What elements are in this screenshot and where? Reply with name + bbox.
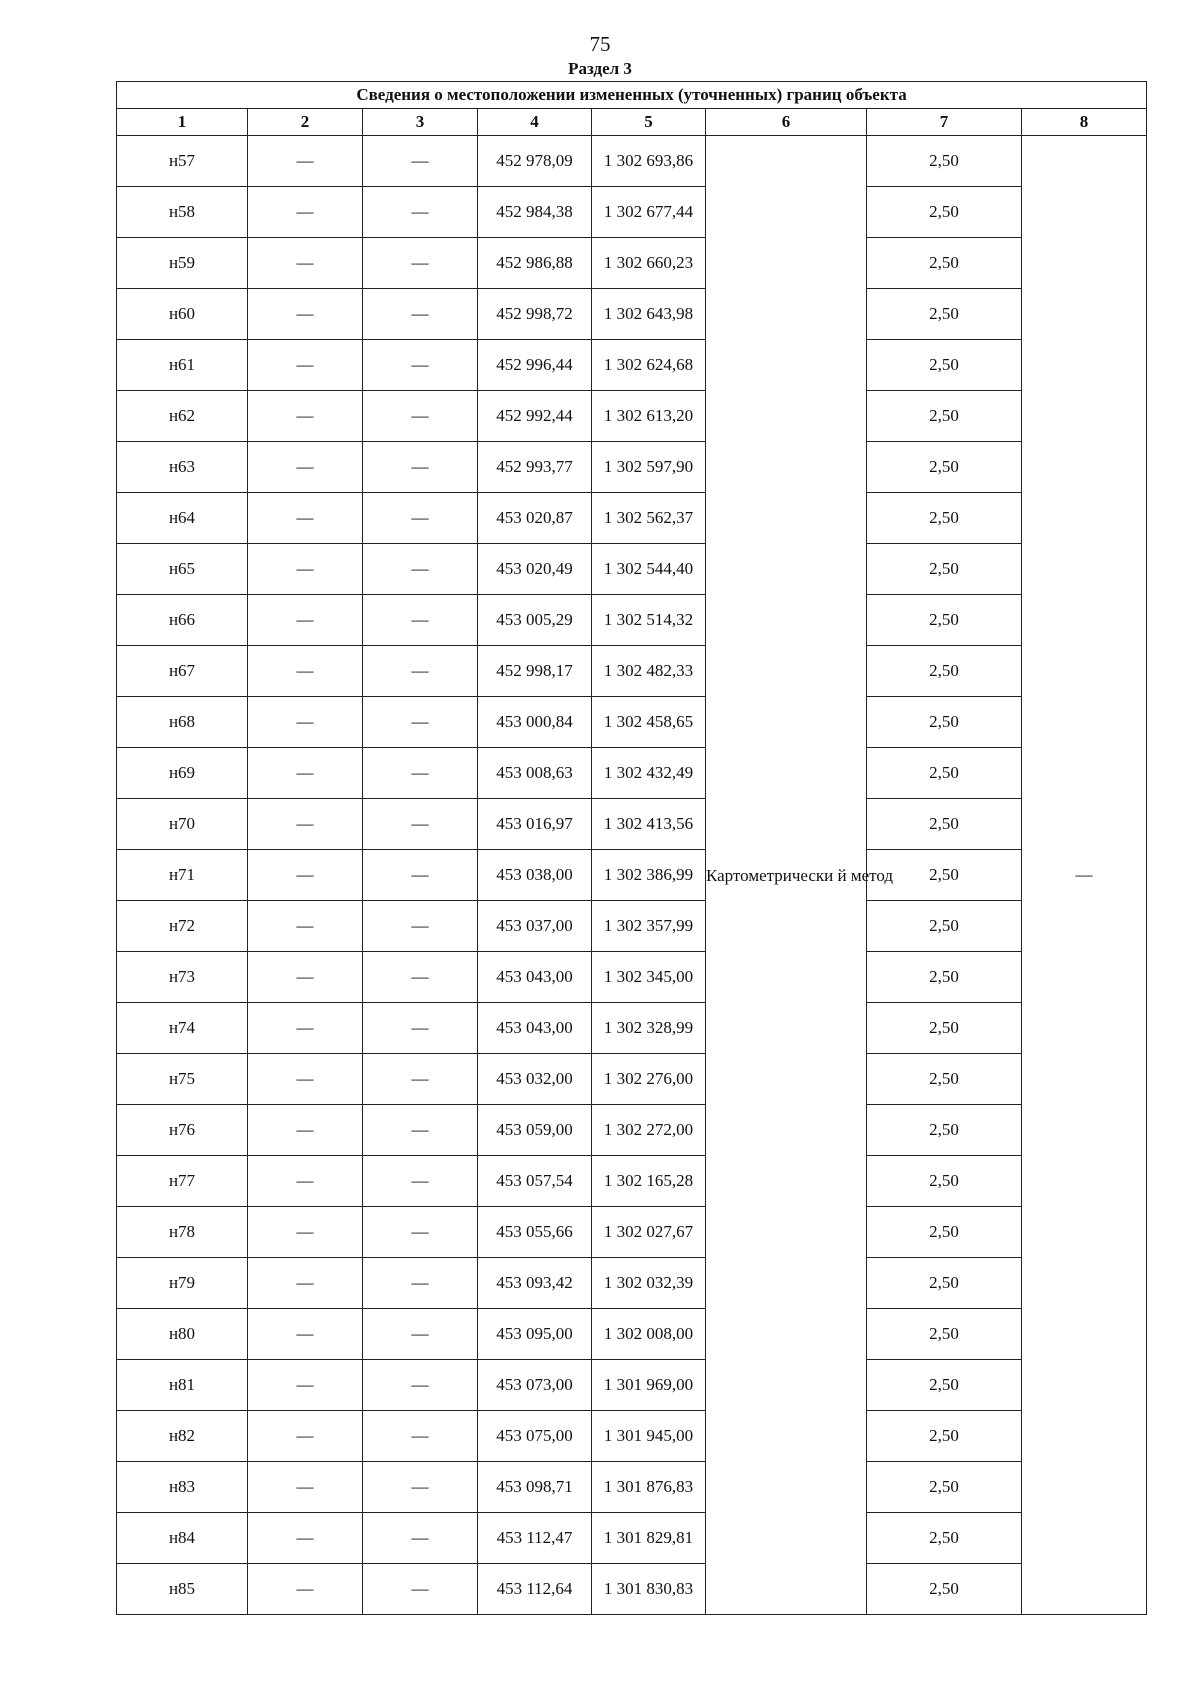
x-coordinate-cell: 453 020,87 bbox=[478, 493, 592, 544]
point-number-cell: н71 bbox=[117, 850, 248, 901]
dash-cell: — bbox=[248, 1156, 363, 1207]
point-number-cell: н57 bbox=[117, 136, 248, 187]
accuracy-cell: 2,50 bbox=[867, 238, 1022, 289]
x-coordinate-cell: 452 986,88 bbox=[478, 238, 592, 289]
accuracy-cell: 2,50 bbox=[867, 442, 1022, 493]
dash-cell: — bbox=[363, 544, 478, 595]
x-coordinate-cell: 453 075,00 bbox=[478, 1411, 592, 1462]
column-number-header: 6 bbox=[706, 109, 867, 136]
y-coordinate-cell: 1 302 677,44 bbox=[592, 187, 706, 238]
dash-cell: — bbox=[248, 136, 363, 187]
dash-cell: — bbox=[248, 697, 363, 748]
x-coordinate-cell: 453 032,00 bbox=[478, 1054, 592, 1105]
table-row bbox=[117, 1360, 1147, 1411]
dash-cell: — bbox=[248, 1258, 363, 1309]
accuracy-cell: 2,50 bbox=[867, 1003, 1022, 1054]
table-row bbox=[117, 901, 1147, 952]
x-coordinate-cell: 453 008,63 bbox=[478, 748, 592, 799]
x-coordinate-cell: 453 059,00 bbox=[478, 1105, 592, 1156]
dash-cell: — bbox=[363, 748, 478, 799]
dash-cell: — bbox=[363, 697, 478, 748]
y-coordinate-cell: 1 302 328,99 bbox=[592, 1003, 706, 1054]
x-coordinate-cell: 452 984,38 bbox=[478, 187, 592, 238]
y-coordinate-cell: 1 301 876,83 bbox=[592, 1462, 706, 1513]
point-number-cell: н69 bbox=[117, 748, 248, 799]
table-row bbox=[117, 1309, 1147, 1360]
dash-cell: — bbox=[363, 1360, 478, 1411]
dash-cell: — bbox=[248, 1513, 363, 1564]
point-number-cell: н75 bbox=[117, 1054, 248, 1105]
dash-cell: — bbox=[248, 1309, 363, 1360]
accuracy-cell: 2,50 bbox=[867, 1156, 1022, 1207]
dash-cell: — bbox=[248, 442, 363, 493]
column-number-header: 2 bbox=[248, 109, 363, 136]
table-row bbox=[117, 442, 1147, 493]
dash-cell: — bbox=[248, 187, 363, 238]
y-coordinate-cell: 1 302 613,20 bbox=[592, 391, 706, 442]
table-row bbox=[117, 1411, 1147, 1462]
point-number-cell: н62 bbox=[117, 391, 248, 442]
x-coordinate-cell: 452 998,72 bbox=[478, 289, 592, 340]
point-number-cell: н64 bbox=[117, 493, 248, 544]
accuracy-cell: 2,50 bbox=[867, 850, 1022, 901]
point-number-cell: н63 bbox=[117, 442, 248, 493]
table-row bbox=[117, 1462, 1147, 1513]
dash-cell: — bbox=[363, 646, 478, 697]
dash-cell: — bbox=[363, 493, 478, 544]
dash-cell: — bbox=[363, 952, 478, 1003]
table-row bbox=[117, 748, 1147, 799]
y-coordinate-cell: 1 302 544,40 bbox=[592, 544, 706, 595]
dash-cell: — bbox=[363, 187, 478, 238]
accuracy-cell: 2,50 bbox=[867, 646, 1022, 697]
accuracy-cell: 2,50 bbox=[867, 493, 1022, 544]
accuracy-cell: 2,50 bbox=[867, 136, 1022, 187]
point-number-cell: н81 bbox=[117, 1360, 248, 1411]
dash-cell: — bbox=[363, 1054, 478, 1105]
point-number-cell: н78 bbox=[117, 1207, 248, 1258]
accuracy-cell: 2,50 bbox=[867, 901, 1022, 952]
dash-cell: — bbox=[248, 1462, 363, 1513]
y-coordinate-cell: 1 302 597,90 bbox=[592, 442, 706, 493]
column-number-header: 8 bbox=[1022, 109, 1147, 136]
point-number-cell: н80 bbox=[117, 1309, 248, 1360]
point-number-cell: н77 bbox=[117, 1156, 248, 1207]
accuracy-cell: 2,50 bbox=[867, 187, 1022, 238]
x-coordinate-cell: 453 112,47 bbox=[478, 1513, 592, 1564]
x-coordinate-cell: 453 000,84 bbox=[478, 697, 592, 748]
y-coordinate-cell: 1 301 969,00 bbox=[592, 1360, 706, 1411]
dash-cell: — bbox=[248, 340, 363, 391]
table-row bbox=[117, 595, 1147, 646]
point-number-cell: н73 bbox=[117, 952, 248, 1003]
dash-cell: — bbox=[248, 238, 363, 289]
dash-cell: — bbox=[363, 1564, 478, 1615]
accuracy-cell: 2,50 bbox=[867, 1564, 1022, 1615]
y-coordinate-cell: 1 302 458,65 bbox=[592, 697, 706, 748]
dash-cell: — bbox=[248, 595, 363, 646]
x-coordinate-cell: 452 996,44 bbox=[478, 340, 592, 391]
table-row bbox=[117, 1156, 1147, 1207]
column-8-cell: — bbox=[1022, 136, 1147, 1615]
point-number-cell: н58 bbox=[117, 187, 248, 238]
accuracy-cell: 2,50 bbox=[867, 1462, 1022, 1513]
table-caption: Сведения о местоположении измененных (уточненных) границ объекта bbox=[117, 82, 1147, 109]
x-coordinate-cell: 453 043,00 bbox=[478, 1003, 592, 1054]
point-number-cell: н76 bbox=[117, 1105, 248, 1156]
accuracy-cell: 2,50 bbox=[867, 1258, 1022, 1309]
dash-cell: — bbox=[248, 799, 363, 850]
dash-cell: — bbox=[363, 391, 478, 442]
dash-cell: — bbox=[363, 1105, 478, 1156]
section-title: Раздел 3 bbox=[568, 59, 632, 78]
dash-cell: — bbox=[363, 1513, 478, 1564]
table-row bbox=[117, 1003, 1147, 1054]
x-coordinate-cell: 452 998,17 bbox=[478, 646, 592, 697]
accuracy-cell: 2,50 bbox=[867, 1054, 1022, 1105]
x-coordinate-cell: 453 020,49 bbox=[478, 544, 592, 595]
dash-cell: — bbox=[363, 901, 478, 952]
y-coordinate-cell: 1 302 272,00 bbox=[592, 1105, 706, 1156]
table-row bbox=[117, 340, 1147, 391]
x-coordinate-cell: 453 098,71 bbox=[478, 1462, 592, 1513]
dash-cell: — bbox=[363, 850, 478, 901]
point-number-cell: н83 bbox=[117, 1462, 248, 1513]
dash-cell: — bbox=[248, 1411, 363, 1462]
column-number-row bbox=[117, 109, 1147, 136]
y-coordinate-cell: 1 302 432,49 bbox=[592, 748, 706, 799]
method-cell: Картометрически й метод bbox=[706, 136, 867, 1615]
column-number-header: 5 bbox=[592, 109, 706, 136]
y-coordinate-cell: 1 302 413,56 bbox=[592, 799, 706, 850]
table-row bbox=[117, 136, 1147, 187]
dash-cell: — bbox=[363, 1258, 478, 1309]
point-number-cell: н70 bbox=[117, 799, 248, 850]
dash-cell: — bbox=[363, 1411, 478, 1462]
dash-cell: — bbox=[248, 289, 363, 340]
accuracy-cell: 2,50 bbox=[867, 289, 1022, 340]
x-coordinate-cell: 453 038,00 bbox=[478, 850, 592, 901]
point-number-cell: н72 bbox=[117, 901, 248, 952]
dash-cell: — bbox=[248, 1360, 363, 1411]
accuracy-cell: 2,50 bbox=[867, 544, 1022, 595]
y-coordinate-cell: 1 302 660,23 bbox=[592, 238, 706, 289]
y-coordinate-cell: 1 302 345,00 bbox=[592, 952, 706, 1003]
coordinates-table bbox=[116, 81, 1147, 1615]
point-number-cell: н65 bbox=[117, 544, 248, 595]
table-row bbox=[117, 493, 1147, 544]
x-coordinate-cell: 453 112,64 bbox=[478, 1564, 592, 1615]
table-row bbox=[117, 238, 1147, 289]
y-coordinate-cell: 1 302 643,98 bbox=[592, 289, 706, 340]
table-row bbox=[117, 1513, 1147, 1564]
y-coordinate-cell: 1 302 027,67 bbox=[592, 1207, 706, 1258]
accuracy-cell: 2,50 bbox=[867, 340, 1022, 391]
dash-cell: — bbox=[363, 1207, 478, 1258]
y-coordinate-cell: 1 302 482,33 bbox=[592, 646, 706, 697]
accuracy-cell: 2,50 bbox=[867, 1105, 1022, 1156]
dash-cell: — bbox=[363, 136, 478, 187]
accuracy-cell: 2,50 bbox=[867, 748, 1022, 799]
dash-cell: — bbox=[248, 748, 363, 799]
x-coordinate-cell: 453 093,42 bbox=[478, 1258, 592, 1309]
accuracy-cell: 2,50 bbox=[867, 595, 1022, 646]
table-body bbox=[117, 136, 1147, 1615]
accuracy-cell: 2,50 bbox=[867, 799, 1022, 850]
y-coordinate-cell: 1 302 032,39 bbox=[592, 1258, 706, 1309]
x-coordinate-cell: 453 005,29 bbox=[478, 595, 592, 646]
accuracy-cell: 2,50 bbox=[867, 1411, 1022, 1462]
column-number-header: 1 bbox=[117, 109, 248, 136]
point-number-cell: н67 bbox=[117, 646, 248, 697]
point-number-cell: н68 bbox=[117, 697, 248, 748]
x-coordinate-cell: 452 992,44 bbox=[478, 391, 592, 442]
x-coordinate-cell: 453 057,54 bbox=[478, 1156, 592, 1207]
table-row bbox=[117, 289, 1147, 340]
point-number-cell: н82 bbox=[117, 1411, 248, 1462]
accuracy-cell: 2,50 bbox=[867, 1513, 1022, 1564]
x-coordinate-cell: 452 978,09 bbox=[478, 136, 592, 187]
table-row bbox=[117, 646, 1147, 697]
dash-cell: — bbox=[248, 1564, 363, 1615]
accuracy-cell: 2,50 bbox=[867, 1309, 1022, 1360]
x-coordinate-cell: 453 037,00 bbox=[478, 901, 592, 952]
table-row bbox=[117, 1564, 1147, 1615]
point-number-cell: н74 bbox=[117, 1003, 248, 1054]
table-row bbox=[117, 952, 1147, 1003]
point-number-cell: н61 bbox=[117, 340, 248, 391]
y-coordinate-cell: 1 302 562,37 bbox=[592, 493, 706, 544]
y-coordinate-cell: 1 301 829,81 bbox=[592, 1513, 706, 1564]
table-row bbox=[117, 1207, 1147, 1258]
y-coordinate-cell: 1 301 945,00 bbox=[592, 1411, 706, 1462]
x-coordinate-cell: 453 043,00 bbox=[478, 952, 592, 1003]
dash-cell: — bbox=[248, 1003, 363, 1054]
table-row bbox=[117, 391, 1147, 442]
accuracy-cell: 2,50 bbox=[867, 697, 1022, 748]
dash-cell: — bbox=[248, 952, 363, 1003]
y-coordinate-cell: 1 302 357,99 bbox=[592, 901, 706, 952]
y-coordinate-cell: 1 302 514,32 bbox=[592, 595, 706, 646]
page-number: 75 bbox=[589, 32, 611, 56]
column-number-header: 3 bbox=[363, 109, 478, 136]
y-coordinate-cell: 1 301 830,83 bbox=[592, 1564, 706, 1615]
x-coordinate-cell: 453 073,00 bbox=[478, 1360, 592, 1411]
table-row bbox=[117, 1054, 1147, 1105]
table-row bbox=[117, 697, 1147, 748]
y-coordinate-cell: 1 302 276,00 bbox=[592, 1054, 706, 1105]
x-coordinate-cell: 453 016,97 bbox=[478, 799, 592, 850]
x-coordinate-cell: 452 993,77 bbox=[478, 442, 592, 493]
dash-cell: — bbox=[248, 901, 363, 952]
column-number-header: 7 bbox=[867, 109, 1022, 136]
dash-cell: — bbox=[248, 646, 363, 697]
dash-cell: — bbox=[363, 340, 478, 391]
point-number-cell: н60 bbox=[117, 289, 248, 340]
dash-cell: — bbox=[363, 289, 478, 340]
x-coordinate-cell: 453 095,00 bbox=[478, 1309, 592, 1360]
table-row bbox=[117, 544, 1147, 595]
dash-cell: — bbox=[248, 850, 363, 901]
table-row bbox=[117, 799, 1147, 850]
dash-cell: — bbox=[248, 1054, 363, 1105]
dash-cell: — bbox=[363, 1156, 478, 1207]
dash-cell: — bbox=[248, 1207, 363, 1258]
dash-cell: — bbox=[363, 1309, 478, 1360]
dash-cell: — bbox=[248, 1105, 363, 1156]
y-coordinate-cell: 1 302 693,86 bbox=[592, 136, 706, 187]
dash-cell: — bbox=[363, 442, 478, 493]
table-row bbox=[117, 187, 1147, 238]
dash-cell: — bbox=[248, 391, 363, 442]
dash-cell: — bbox=[363, 1003, 478, 1054]
table-row bbox=[117, 1258, 1147, 1309]
y-coordinate-cell: 1 302 386,99 bbox=[592, 850, 706, 901]
accuracy-cell: 2,50 bbox=[867, 391, 1022, 442]
dash-cell: — bbox=[248, 544, 363, 595]
point-number-cell: н84 bbox=[117, 1513, 248, 1564]
accuracy-cell: 2,50 bbox=[867, 1360, 1022, 1411]
column-number-header: 4 bbox=[478, 109, 592, 136]
point-number-cell: н79 bbox=[117, 1258, 248, 1309]
dash-cell: — bbox=[363, 799, 478, 850]
point-number-cell: н85 bbox=[117, 1564, 248, 1615]
x-coordinate-cell: 453 055,66 bbox=[478, 1207, 592, 1258]
accuracy-cell: 2,50 bbox=[867, 952, 1022, 1003]
point-number-cell: н66 bbox=[117, 595, 248, 646]
table-row bbox=[117, 850, 1147, 901]
y-coordinate-cell: 1 302 165,28 bbox=[592, 1156, 706, 1207]
y-coordinate-cell: 1 302 624,68 bbox=[592, 340, 706, 391]
table-row bbox=[117, 1105, 1147, 1156]
dash-cell: — bbox=[363, 1462, 478, 1513]
point-number-cell: н59 bbox=[117, 238, 248, 289]
dash-cell: — bbox=[363, 238, 478, 289]
accuracy-cell: 2,50 bbox=[867, 1207, 1022, 1258]
dash-cell: — bbox=[363, 595, 478, 646]
y-coordinate-cell: 1 302 008,00 bbox=[592, 1309, 706, 1360]
dash-cell: — bbox=[248, 493, 363, 544]
